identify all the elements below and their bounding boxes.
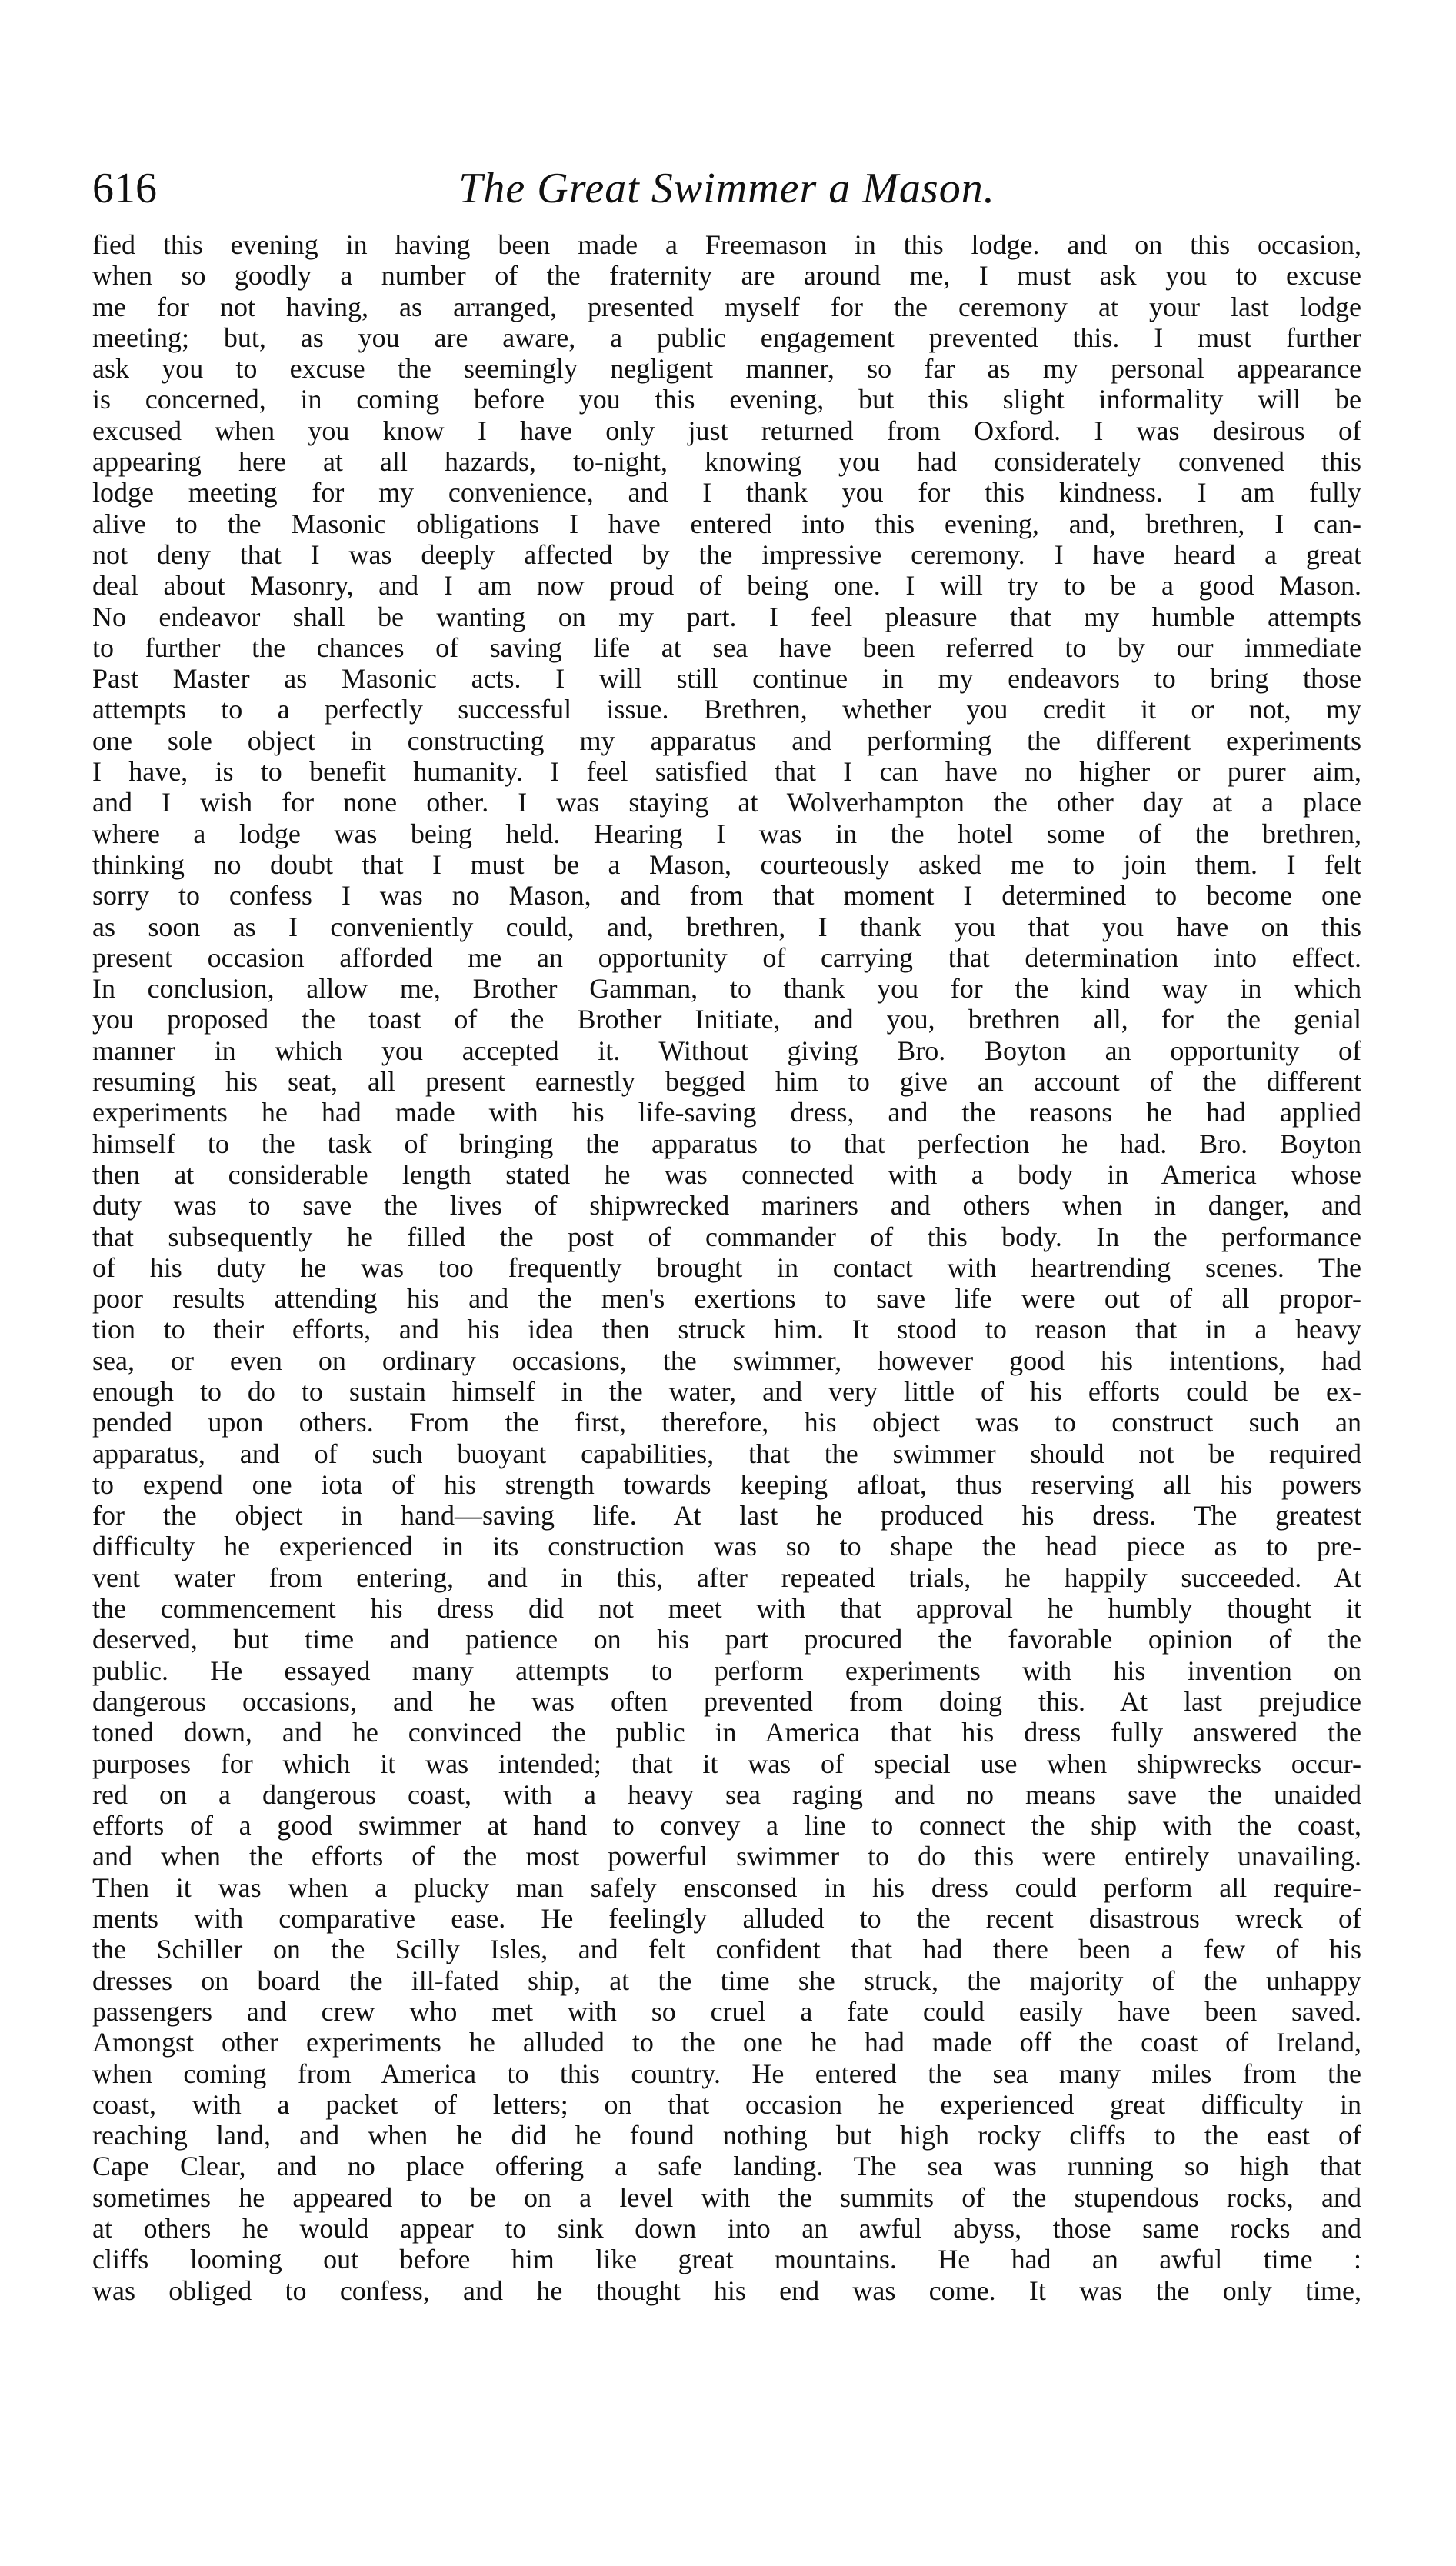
text-line: at others he would appear to sink down into an awful abyss, those same rocks and <box>92 2213 1361 2244</box>
text-line: reaching land, and when he did he found nothing but high rocky cliffs to the east of <box>92 2120 1361 2151</box>
text-line: purposes for which it was intended; that it was of special use when shipwrecks occur- <box>92 1748 1361 1779</box>
text-line: thinking no doubt that I must be a Mason, courteously asked me to join them. I felt <box>92 848 1361 880</box>
text-line: public. He essayed many attempts to perform experiments with his invention on <box>92 1655 1361 1686</box>
text-line: experiments he had made with his life-saving dress, and the reasons he had applied <box>92 1097 1361 1128</box>
text-line: to further the chances of saving life at sea have been referred to by our immediate <box>92 632 1361 663</box>
text-line: Then it was when a plucky man safely ensconsed in his dress could perform all require- <box>92 1871 1361 1903</box>
text-line: of his duty he was too frequently brought in contact with heartrending scenes. The <box>92 1251 1361 1283</box>
text-line <box>92 2306 1361 2337</box>
text-line: for the object in hand—saving life. At last he produced his dress. The greatest <box>92 1500 1361 1531</box>
running-head <box>92 158 1361 219</box>
text-line: I have, is to benefit humanity. I feel satisfied that I can have no higher or purer aim, <box>92 756 1361 788</box>
text-line: deal about Masonry, and I am now proud of being one. I will try to be a good Mason. <box>92 570 1361 602</box>
text-line: and when the efforts of the most powerful swimmer to do this were entirely unavailing. <box>92 1841 1361 1872</box>
text-line: apparatus, and of such buoyant capabilities, that the swimmer should not be required <box>92 1438 1361 1469</box>
text-line: as soon as I conveniently could, and, brethren, I thank you that you have on this <box>92 911 1361 942</box>
text-line: excused when you know I have only just returned from Oxford. I was desirous of <box>92 415 1361 446</box>
text-line: poor results attending his and the men's exertions to save life were out of all propor- <box>92 1283 1361 1315</box>
page-number: 616 <box>92 165 157 212</box>
text-line: and I wish for none other. I was staying at Wolverhampton the other day at a place <box>92 787 1361 818</box>
text-line: toned down, and he convinced the public in America that his dress fully answered the <box>92 1717 1361 1748</box>
text-line: passengers and crew who met with so cruel a fate could easily have been saved. <box>92 1995 1361 2027</box>
text-line: then at considerable length stated he was connected with a body in America whose <box>92 1158 1361 1190</box>
text-line: Cape Clear, and no place offering a safe landing. The sea was running so high that <box>92 2151 1361 2182</box>
text-line: deserved, but time and patience on his part procured the favorable opinion of the <box>92 1624 1361 1655</box>
text-line: when coming from America to this country. He entered the sea many miles from the <box>92 2058 1361 2089</box>
text-line: alive to the Masonic obligations I have entered into this evening, and, brethren, I can- <box>92 508 1361 539</box>
text-line: Past Master as Masonic acts. I will still continue in my endeavors to bring those <box>92 663 1361 695</box>
text-line: himself to the task of bringing the apparatus to that perfection he had. Bro. Boyton <box>92 1128 1361 1159</box>
text-line: lodge meeting for my convenience, and I thank you for this kindness. I am fully <box>92 477 1361 508</box>
text-line: that subsequently he filled the post of commander of this body. In the performance <box>92 1221 1361 1252</box>
text-line: No endeavor shall be wanting on my part. I feel pleasure that my humble attempts <box>92 601 1361 632</box>
text-line: sorry to confess I was no Mason, and from that moment I determined to become one <box>92 880 1361 911</box>
text-line: ask you to excuse the seemingly negligent manner, so far as my personal appearance <box>92 353 1361 385</box>
text-line: sometimes he appeared to be on a level with the summits of the stupendous rocks, and <box>92 2181 1361 2213</box>
text-line: to expend one iota of his strength towards keeping afloat, thus reserving all his powers <box>92 1468 1361 1500</box>
text-line: not deny that I was deeply affected by the impressive ceremony. I have heard a great <box>92 538 1361 570</box>
text-line: you proposed the toast of the Brother Initiate, and you, brethren all, for the genial <box>92 1004 1361 1035</box>
text-line: attempts to a perfectly successful issue. Brethren, whether you credit it or not, my <box>92 694 1361 725</box>
text-line: the Schiller on the Scilly Isles, and felt confident that had there been a few of his <box>92 1934 1361 1965</box>
text-line: the commencement his dress did not meet with that approval he humbly thought it <box>92 1593 1361 1625</box>
text-line: was obliged to confess, and he thought his end was come. It was the only time, <box>92 2274 1361 2306</box>
text-line: pended upon others. From the first, therefore, his object was to construct such an <box>92 1407 1361 1438</box>
text-line: where a lodge was being held. Hearing I was in the hotel some of the brethren, <box>92 818 1361 849</box>
text-line: difficulty he experienced in its construction was so to shape the head piece as to pre- <box>92 1531 1361 1562</box>
text-line: manner in which you accepted it. Without giving Bro. Boyton an opportunity of <box>92 1035 1361 1066</box>
text-line: sea, or even on ordinary occasions, the swimmer, however good his intentions, had <box>92 1345 1361 1376</box>
text-line: efforts of a good swimmer at hand to convey a line to connect the ship with the coast, <box>92 1810 1361 1841</box>
text-line: meeting; but, as you are aware, a public engagement prevented this. I must further <box>92 322 1361 353</box>
text-line: duty was to save the lives of shipwrecked mariners and others when in danger, and <box>92 1190 1361 1221</box>
running-title: The Great Swimmer a Mason. <box>458 165 995 212</box>
text-line: dresses on board the ill-fated ship, at the time she struck, the majority of the unhappy <box>92 1964 1361 1996</box>
text-line: coast, with a packet of letters; on that occasion he experienced great difficulty in <box>92 2088 1361 2120</box>
text-line: In conclusion, allow me, Brother Gamman, to thank you for the kind way in which <box>92 973 1361 1005</box>
text-line: enough to do to sustain himself in the water, and very little of his efforts could be ex- <box>92 1375 1361 1407</box>
text-line: when so goodly a number of the fraternity are around me, I must ask you to excuse <box>92 260 1361 292</box>
text-line: cliffs looming out before him like great mountains. He had an awful time : <box>92 2244 1361 2275</box>
text-line: red on a dangerous coast, with a heavy sea raging and no means save the unaided <box>92 1778 1361 1810</box>
text-line: me for not having, as arranged, presented myself for the ceremony at your last lodge <box>92 291 1361 322</box>
text-line: vent water from entering, and in this, after repeated trials, he happily succeeded. At <box>92 1561 1361 1593</box>
text-line: resuming his seat, all present earnestly begged him to give an account of the different <box>92 1066 1361 1098</box>
text-line: is concerned, in coming before you this evening, but this slight informality will be <box>92 384 1361 415</box>
text-line: tion to their efforts, and his idea then struck him. It stood to reason that in a heavy <box>92 1314 1361 1345</box>
body-text <box>92 229 1361 2337</box>
text-line: fied this evening in having been made a Freemason in this lodge. and on this occasion, <box>92 229 1361 260</box>
text-line: present occasion afforded me an opportunity of carrying that determination into effect. <box>92 941 1361 973</box>
text-line: appearing here at all hazards, to-night, knowing you had considerately convened this <box>92 446 1361 478</box>
text-line: one sole object in constructing my apparatus and performing the different experiments <box>92 725 1361 756</box>
text-line: ments with comparative ease. He feelingly alluded to the recent disastrous wreck of <box>92 1903 1361 1934</box>
text-line: Amongst other experiments he alluded to the one he had made off the coast of Ireland, <box>92 2027 1361 2058</box>
text-line: dangerous occasions, and he was often prevented from doing this. At last prejudice <box>92 1685 1361 1717</box>
